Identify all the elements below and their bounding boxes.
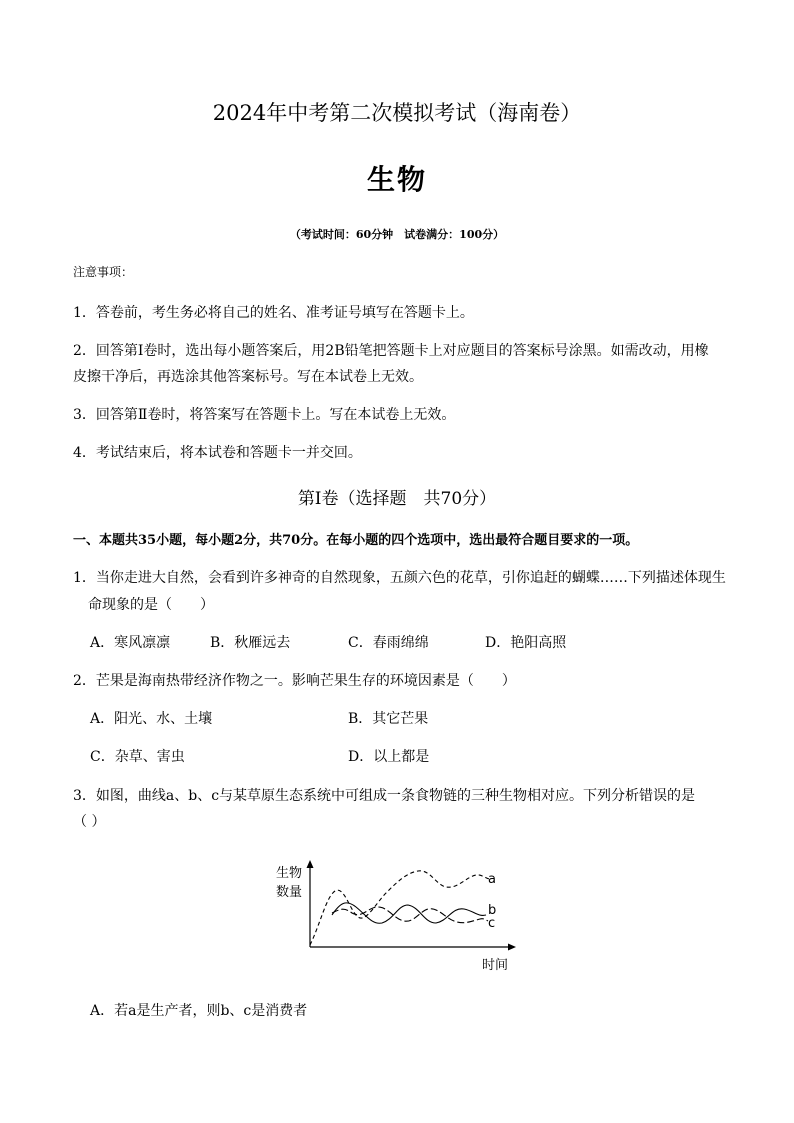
question-1-stem-line-2: 命现象的是（ ） [88,597,214,613]
x-axis-label: 时间 [482,958,509,973]
question-3-stem-line-1: 3．如图，曲线a、b、c与某草原生态系统中可组成一条食物链的三种生物相对应。下列分析错误的是 [73,788,696,804]
exam-meta: （考试时间：60分钟 试卷满分：100分） [289,228,505,241]
population-curve-figure [268,855,528,975]
notice-item-3: 3．回答第Ⅱ卷时，将答案写在答题卡上。写在本试卷上无效。 [73,407,456,423]
question-2-option-a: A．阳光、水、土壤 [90,711,213,727]
notice-item-1: 1．答卷前，考生务必将自己的姓名、准考证号填写在答题卡上。 [73,305,474,321]
x-axis-arrow [508,944,516,951]
question-1-stem-line-1: 1．当你走进大自然，会看到许多神奇的自然现象，五颜六色的花草，引你追赶的蝴蝶……下列描述体现生 [73,570,726,586]
curve-c-label: c [488,916,496,931]
question-3-stem-line-2: （ ） [73,814,106,830]
curve-a-label: a [488,872,496,887]
curve-b-label: b [488,903,497,918]
notice-heading: 注意事项： [73,265,134,279]
notice-item-2-line-1: 2．回答第Ⅰ卷时，选出每小题答案后，用2B铅笔把答题卡上对应题目的答案标号涂黑。如需改动，用橡 [73,343,709,359]
notice-item-4: 4．考试结束后，将本试卷和答题卡一并交回。 [73,445,362,461]
question-2-stem: 2．芒果是海南热带经济作物之一。影响芒果生存的环境因素是（ ） [73,673,516,689]
y-axis-label-line-2: 数量 [276,885,303,900]
exam-title: 2024年中考第二次模拟考试（海南卷） [212,101,582,125]
question-1-option-a: A．寒风凛凛 [90,635,171,651]
question-2-option-b: B．其它芒果 [348,711,429,727]
section-title: 第Ⅰ卷（选择题 共70分） [297,489,497,509]
question-2-option-c: C．杂草、害虫 [90,749,185,765]
question-3-option-a: A．若a是生产者，则b、c是消费者 [90,1003,308,1019]
section-instruction: 一、本题共35小题，每小题2分，共70分。在每小题的四个选项中，选出最符合题目要求的一项。 [73,533,639,548]
y-axis-arrow [307,860,314,868]
question-1-option-c: C．春雨绵绵 [348,635,429,651]
question-1-option-d: D．艳阳高照 [485,635,567,651]
question-2-option-d: D．以上都是 [348,749,430,765]
y-axis-label-line-1: 生物 [276,866,303,881]
question-1-option-b: B．秋雁远去 [210,635,291,651]
subject-title: 生物 [366,163,427,196]
notice-item-2-line-2: 皮擦干净后，再选涂其他答案标号。写在本试卷上无效。 [73,369,423,385]
